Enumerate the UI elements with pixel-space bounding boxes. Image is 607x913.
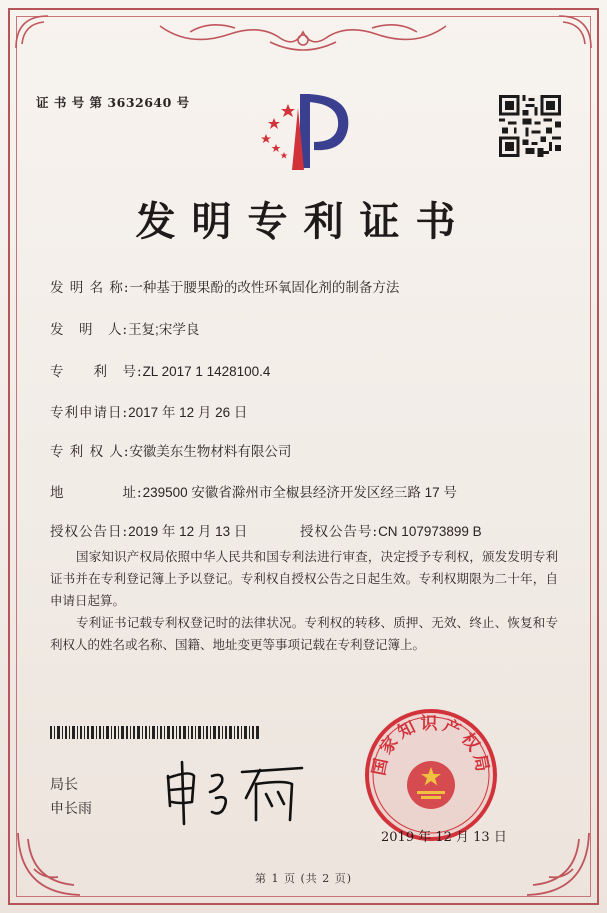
corner-ornament-top-right xyxy=(557,14,593,50)
field-filing-date xyxy=(50,401,247,421)
inventors-label: 发 明 人: xyxy=(50,322,129,338)
corner-ornament-bottom-left xyxy=(14,829,84,899)
page-indicator: 第 1 页 (共 2 页) xyxy=(254,872,353,885)
patent-number-value: ZL 2017 1 1428100.4 xyxy=(142,364,271,379)
filing-date-value: 2017 年 12 月 26 日 xyxy=(128,405,248,420)
cnipa-logo xyxy=(252,88,362,173)
field-grant-announcement-number xyxy=(300,520,482,540)
certificate-number-value: 3632640 xyxy=(107,95,172,110)
invention-name-value: 一种基于腰果酚的改性环氧固化剂的制备方法 xyxy=(129,280,400,295)
filing-date-label: 专利申请日: xyxy=(50,405,129,421)
field-patent-number xyxy=(50,360,270,380)
patent-number-label: 专 利 号: xyxy=(50,364,143,380)
address-label: 地 址: xyxy=(50,485,143,501)
address-value: 239500 安徽省滁州市全椒县经济开发区经三路 17 号 xyxy=(142,485,457,500)
certificate-number-label: 证 书 号 第 xyxy=(36,95,103,110)
grant-number-label: 授权公告号: xyxy=(300,524,379,540)
svg-text:国家知识产权局: 国家知识产权局 xyxy=(369,714,493,778)
certificate-title: 发明专利证书 xyxy=(135,198,472,245)
body-paragraph-2: 专利证书记载专利权登记时的法律状况。专利权的转移、质押、无效、终止、恢复和专利权人的姓名或名称、国籍、地址变更等事项记载在专利登记簿上。 xyxy=(50,615,558,652)
patentee-value: 安徽美东生物材料有限公司 xyxy=(129,444,292,459)
certificate-number xyxy=(36,93,190,111)
certificate-number-suffix: 号 xyxy=(176,95,190,110)
grant-number-value: CN 107973899 B xyxy=(378,524,482,539)
seal-date: 2019 年 12 月 13 日 xyxy=(381,830,507,845)
invention-name-label: 发 明 名 称: xyxy=(50,280,130,296)
field-address xyxy=(50,481,457,501)
qr-code xyxy=(499,95,561,157)
handwritten-signature xyxy=(160,758,310,828)
grant-date-value: 2019 年 12 月 13 日 xyxy=(128,524,248,539)
field-inventors xyxy=(50,318,199,338)
patentee-label: 专 利 权 人: xyxy=(50,444,130,460)
field-invention-name xyxy=(50,276,399,296)
field-grant-announcement-date xyxy=(50,520,247,540)
inventors-value: 王复;宋学良 xyxy=(128,322,200,337)
corner-ornament-top-left xyxy=(14,14,50,50)
signatory-title: 局长 xyxy=(50,777,78,793)
top-ornament xyxy=(150,18,457,58)
corner-ornament-bottom-right xyxy=(523,829,593,899)
barcode xyxy=(50,724,260,737)
body-paragraph-1: 国家知识产权局依照中华人民共和国专利法进行审查，决定授予专利权，颁发发明专利证书并在专利登记簿上予以登记。专利权自授权公告之日起生效。专利权期限为二十年，自申请日起算。 xyxy=(50,549,558,608)
official-seal xyxy=(361,705,501,845)
signatory-name: 申长雨 xyxy=(50,801,92,817)
field-patentee xyxy=(50,440,291,460)
grant-date-label: 授权公告日: xyxy=(50,524,129,540)
